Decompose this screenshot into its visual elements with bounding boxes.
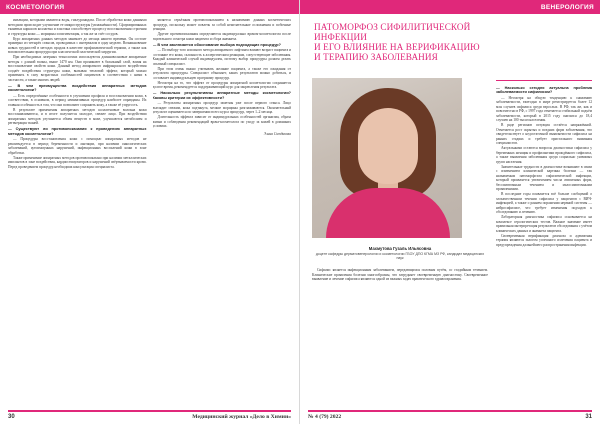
paragraph: инъекции, которыми являются воды, гиалуронидаза. После обработки кожи данными методами происходит улучшение ее микроструктуры (увлажнённости). Сформированных тканевых каркасов коллагена и эластина способствует процессу восстановления строения и структуры кожи — морщины и пигментация, а так же за счёт сосудов.: [8, 18, 147, 36]
paragraph: Своевременная верификация диагноза и адекватная терапия являются залогом успешного излечения пациента и предупреждения дальнейшего распространения инфекции.: [496, 233, 592, 247]
footer-rule: [308, 410, 592, 412]
author-role: доцент кафедры дерматовенерологии и косметологии ГБОУ ДПО КГМА МЗ РФ, кандидат медицинских наук: [315, 252, 485, 261]
paragraph: Другие противопоказания определяются индивидуально врачом-косметологом после тщательного осмотра кожи пациента и сбора анамнеза.: [152, 32, 291, 41]
left-columns: [8, 18, 291, 404]
section-header: [0, 0, 299, 14]
paragraph: Актуальными остаются вопросы диагностики сифилиса у беременных женщин и профилактики врождённого сифилиса, а также выявления заболевания среди социально уязвимых групп населения.: [496, 146, 592, 164]
intro-text: [312, 268, 488, 400]
paragraph: Лабораторная диагностика сифилиса основывается на комплексе серологических тестов. Важное значение имеет правильная интерпретация результатов обследования с учётом клинических данных и анамнеза пациента.: [496, 215, 592, 233]
title-line: И ЕГО ВЛИЯНИЕ НА ВЕРИФИКАЦИЮ: [314, 42, 480, 52]
photo-face: [358, 108, 418, 184]
question: — В чем преимущества воздействия аппаратных методов косметологии?: [8, 83, 147, 92]
paragraph: При необходимых лазерных технологиях используются длинноволновые аппаратные методы с длиной волны, выше 1470 нм. Они проникают в базальный слой, влияя на восстановление свойств кожи. Данный метод аппаратного инфракрасного воздействия создаёт воздействия структуры кожи, вызывая тепловой эффект, который можно применять в силу возрастных особенностей пациентов в соответствии с ними в частности, а также многих людей.: [8, 55, 147, 82]
section-label: КОСМЕТОЛОГИЯ: [6, 3, 65, 11]
paragraph: В последние годы появляется всё больше сообщений о злокачественном течении сифилиса у пациентов с ВИЧ-инфекцией, а также о раннем поражении нервной системы — нейросифилисе, что требует изменения подходов к обследованию и лечению.: [496, 192, 592, 214]
title-line: ПАТОМОРФОЗ СИФИЛИТИЧЕСКОЙ ИНФЕКЦИИ: [314, 22, 471, 42]
paragraph: — Несмотря на общую тенденцию к снижению заболеваемости, ежегодно в мире регистрируется более 12 млн случаев сифилиса среди взрослых. В РФ, так же, как и повсеместно в РФ, с 1997 года отмечается стабильный подъём заболеваемости, который в 2015 году снизился до 18,4 случаев на 100 тысяч населения.: [496, 95, 592, 122]
paragraph: В ряде регионов ситуация остаётся напряжённой. Отмечается рост скрытых и поздних форм заболевания, что свидетельствует о недостаточной выявляемости сифилиса на ранних стадиях и требует пристального внимания специалистов.: [496, 123, 592, 145]
author-signature: Элина Ситдикова: [263, 131, 291, 136]
paragraph: — По выбору того или иного метода аппаратного лифтинга влияют возраст пациента и состояние его кожи, склонность к аллергическим реакциям, сопутствующие заболевания. Каждый клинический случай индивидуален, поэтому выбор процедуры должен делать опытный специалист.: [152, 48, 291, 66]
right-footer: [300, 410, 600, 424]
question: — Существуют ли противопоказания к проведению аппаратных методов косметологии?: [8, 127, 147, 136]
author-photo: [312, 78, 462, 238]
paragraph: Значительные трудности в диагностике возникают в связи с изменением клинической картины болезни — так называемым патоморфозом сифилитической инфекции, который проявляется увеличением числа атипичных форм, бессимптомным течением и малосимптомными проявлениями.: [496, 164, 592, 191]
author-name: Махмутова Гузаль Ильясовна: [368, 246, 432, 251]
paragraph: Длительность эффекта зависит от индивидуальных особенностей организма, образа жизни и соблюдения рекомендаций врача-косметолога по уходу за кожей в домашних условиях.: [152, 115, 291, 128]
footer-rule: [8, 410, 291, 412]
column-rule: [496, 80, 592, 81]
paragraph: Курс аппаратных данных методов занимает до месяца нашего времени. Он состоит примерно из четырёх сеансов, проводимых с интервалом в одну неделю. Возникновение новых трудностей в методах продаж в качестве профилактической терапии, а также как вспомогательная процедура при классической пластической хирургии.: [8, 36, 147, 54]
section-header: [300, 0, 600, 14]
paragraph: является серьёзным противопоказанием к назначению данных косметических процедур, поскольку может повлечь за собой нежелательные осложнения и побочные реакции.: [152, 18, 291, 31]
right-column: [496, 84, 592, 402]
title-line: И ТЕРАПИЮ ЗАБОЛЕВАНИЯ: [314, 52, 438, 62]
paragraph: — Результаты аппаратных процедур заметны уже после первого сеанса. Лицо выглядит свежим, кожа подтянута, мелкие морщины разглаживаются. Окончательный результат оценивается по завершении всего курса процедур, через 1–2 месяца.: [152, 101, 291, 114]
page-number: 31: [585, 414, 592, 420]
paragraph: — Есть определённые особенности в улучшении профиля и восстановлении кожи, в соответствии, в основном, в период неинвазивных процедур наиболее оправданы. Их главная особенность в том, что они позволяют сохранить кожу, а также её упругость.: [8, 93, 147, 107]
question: — В чем заключается обоснование выбора подходящих процедур?: [152, 42, 281, 47]
left-footer: [0, 410, 299, 424]
paragraph: Несмотря на то, что эффект от процедуры аппаратной косметологии сохраняется долгое время, рекомендуется поддерживающий курс для закрепления результата.: [152, 80, 291, 89]
paragraph: Сифилис является инфекционным заболеванием, передающимся половым путём, со стадийным течением. Клинические проявления болезни многообразны, что затрудняет своевременную диагностику. Своевременное выявление и лечение сифилиса являются одной из важных задач практического здравоохранения.: [312, 268, 488, 281]
issue-label: № 4 (79) 2022: [308, 414, 342, 420]
photo-body: [326, 188, 450, 238]
paragraph: Также применение аппаратных методов противопоказано при наличии металлических имплантов в зоне воздействия, кардиостимуляторов и нарушений свёртываемости крови. Перед проведением процедур необходима консультация специалиста.: [8, 155, 147, 169]
paragraph: — Процедуры восстановления кожи с помощью аппаратных методов не рекомендуется в период беременности и лактации, при наличии онкологических заболеваний, аутоиммунных нарушений, инфекционных воспалений кожи в зоне обработки.: [8, 137, 147, 155]
paragraph: При этом очень важно учитывать желание пациента, а также его ожидания от результата процедуры. Специалист объясняет, каких результатов можно добиться, и составляет индивидуальную программу процедур.: [152, 66, 291, 80]
left-column-2: [153, 18, 292, 404]
article-title: [314, 22, 492, 62]
paragraph: В результате применения аппаратных методов коллагеновые волокна кожи восстанавливаются, и в итоге получается молодое, свежее лицо. При воздействии аппаратных методов улучшается обмен веществ в коже, улучшаются метаболизм и регенерация тканей.: [8, 107, 147, 125]
section-label: ВЕНЕРОЛОГИЯ: [540, 3, 594, 11]
photo-caption: [312, 246, 488, 261]
question: — Насколько результативны аппаратные методы косметологии? Каковы критерии их эффективности?: [152, 91, 291, 100]
left-column-1: [8, 18, 147, 404]
question: — Насколько сегодня актуальна проблема заболеваемости сифилисом?: [496, 85, 592, 94]
right-page: [300, 0, 600, 424]
magazine-name: Медицинский журнал «Дело в Химии»: [192, 414, 291, 420]
page-number: 30: [8, 414, 15, 420]
